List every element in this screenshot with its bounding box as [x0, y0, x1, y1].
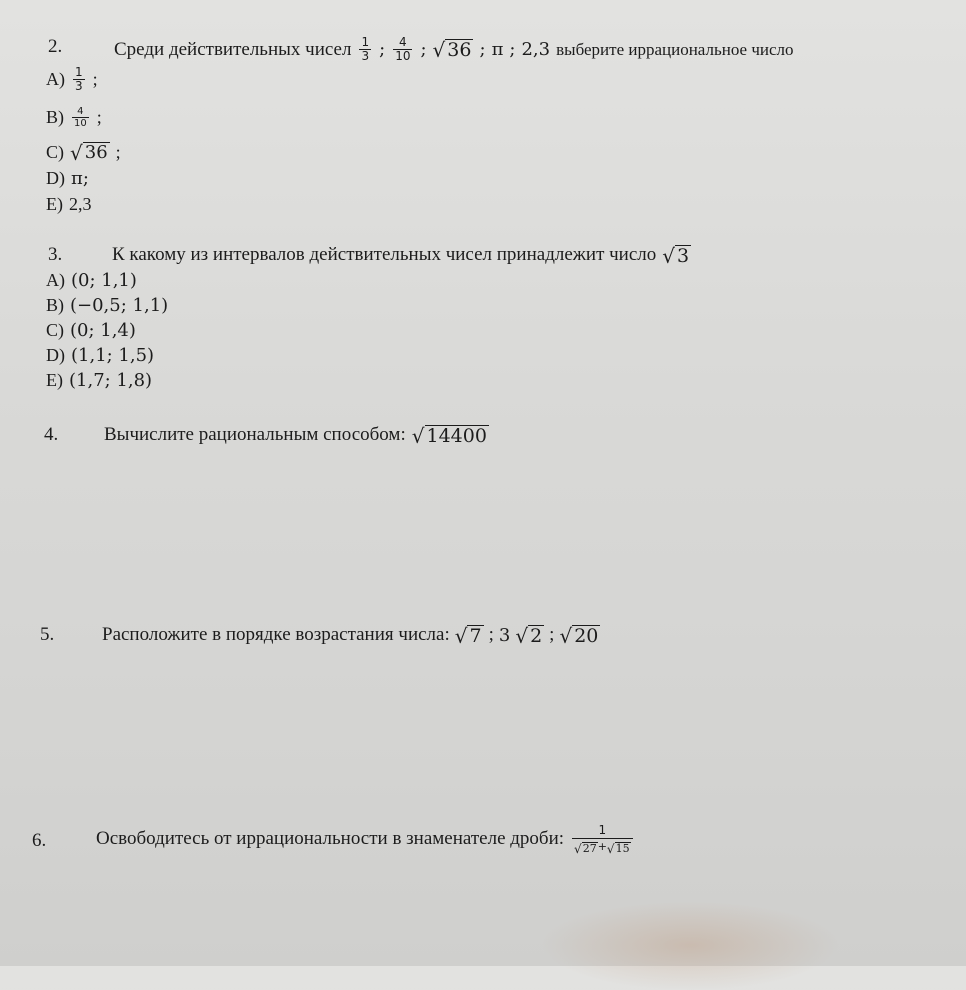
option-value: (1,7; 1,8)	[69, 370, 153, 391]
q4-text-main: Вычислите рациональным способом:	[104, 424, 406, 445]
sqrt-27: √ 27	[574, 842, 597, 856]
fraction-1-3	[73, 66, 85, 93]
q2-sqrt-36: √ 36	[432, 38, 472, 62]
q5-sqrt-20: √ 20	[559, 623, 599, 648]
q6-fraction	[572, 822, 633, 855]
option-label: C)	[46, 142, 64, 162]
q5-text-main: Расположите в порядке возрастания числа:	[102, 624, 450, 645]
q3-text-main: К какому из интервалов действительных чисел принадлежит число	[112, 244, 657, 265]
option-value: (1,1; 1,5)	[71, 345, 155, 366]
q2-decimal: 2,3	[521, 39, 551, 60]
option-label: D)	[46, 168, 65, 188]
q3-text	[112, 244, 691, 266]
sqrt-arg: 27	[582, 842, 597, 855]
q6-text-main: Освободитесь от иррациональности в знаменателе дроби:	[96, 827, 565, 849]
frac-den: 10	[74, 118, 87, 129]
q5-sqrt-7: √ 7	[454, 623, 482, 648]
frac-num: 1	[598, 823, 607, 837]
q2-text-before: Среди действительных чисел	[114, 38, 352, 60]
q5-coefficient: 3	[498, 624, 511, 646]
option-label: E)	[46, 370, 63, 390]
option-value: (0; 1,1)	[71, 270, 137, 291]
option-label: C)	[46, 320, 64, 340]
q3-option-e	[46, 370, 152, 391]
option-label: A)	[46, 69, 65, 89]
sqrt-arg: 3	[677, 244, 690, 267]
sqrt-arg: 2	[530, 624, 543, 647]
frac-den: 10	[395, 49, 411, 63]
q5-text: Расположите в порядке возрастания числа: √ 7 ; 3 √ 2 ; √ 20	[102, 623, 599, 648]
q3-option-d	[46, 345, 154, 366]
sqrt-arg: 20	[574, 624, 599, 647]
sqrt-15: √ 15	[606, 842, 630, 856]
sqrt-arg: 36	[84, 142, 108, 163]
sqrt-arg: 14400	[426, 424, 487, 447]
option-value: 2,3	[69, 194, 92, 214]
option-value: (−0,5; 1,1)	[70, 295, 169, 316]
option-label: D)	[46, 345, 65, 365]
q5-number: 5.	[40, 624, 55, 645]
sqrt-36: √ 36	[70, 141, 108, 165]
option-label: E)	[46, 194, 63, 214]
q3-option-c	[46, 320, 136, 341]
sqrt-arg: 15	[615, 842, 630, 855]
q2-option-d	[46, 168, 89, 189]
option-value: π;	[71, 168, 89, 189]
q6-text	[96, 822, 635, 855]
option-label: B)	[46, 107, 64, 127]
q3-number: 3.	[48, 244, 63, 265]
fraction-4-10	[72, 106, 89, 129]
q6-number: 6.	[32, 830, 47, 851]
q4-text	[104, 424, 489, 446]
q2-text: Среди действительных чисел $\frac{1}{3}$ ; $\frac{4}{10}$ ; √ 36 ; π ; 2,3 выберите иррациональное число	[114, 35, 794, 63]
sqrt-arg: 7	[469, 624, 482, 647]
frac-num: 1	[361, 35, 370, 49]
q5-sqrt-2: √ 2	[515, 623, 543, 648]
q2-pi: π	[491, 39, 504, 60]
q3-option-b	[46, 295, 168, 316]
frac-num: 4	[399, 35, 407, 49]
q3-option-a	[46, 270, 137, 291]
q2-option-c: C) √ 36 ;	[46, 141, 121, 165]
shadow-area	[540, 900, 840, 990]
q2-option-b: B) $\frac{4}{10}$ ;	[46, 106, 102, 129]
sqrt-arg: 36	[447, 39, 472, 61]
q4-sqrt-14400: √ 14400	[411, 423, 487, 448]
q3-sqrt-3: √ 3	[662, 243, 690, 268]
frac-den: √ 27 + √ 15	[572, 838, 633, 855]
q2-option-a: A) $\frac{1}{3}$ ;	[46, 65, 98, 93]
frac-num: 1	[75, 65, 83, 79]
q4-number: 4.	[44, 424, 59, 445]
option-label: A)	[46, 270, 65, 290]
q2-text-after: выберите иррациональное число	[556, 39, 794, 59]
frac-num: 4	[77, 106, 84, 117]
frac-den: 3	[361, 49, 370, 63]
option-value: (0; 1,4)	[70, 320, 136, 341]
q2-number: 2.	[48, 36, 63, 57]
q2-option-e	[46, 194, 92, 215]
frac-den: 3	[75, 79, 83, 93]
q2-fraction-1-3	[359, 36, 371, 63]
option-label: B)	[46, 295, 64, 315]
q2-fraction-4-10	[393, 36, 412, 63]
